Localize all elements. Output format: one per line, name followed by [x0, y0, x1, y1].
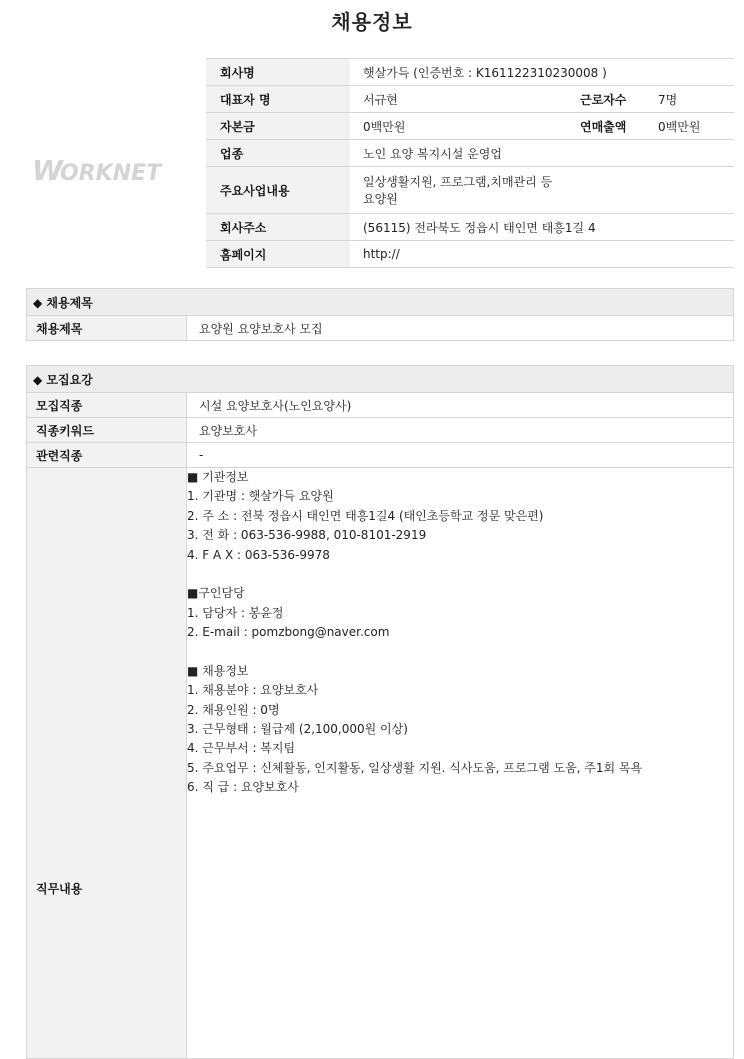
- recruit-title-label: 채용제목: [27, 316, 187, 341]
- worknet-logo: [30, 150, 182, 190]
- sales-label: 연매출액: [580, 113, 658, 140]
- recruit-summary-header: ◆ 모집요강: [27, 366, 734, 393]
- summary-label: 직종키워드: [27, 418, 187, 443]
- homepage-label: 홈페이지: [206, 241, 350, 268]
- company-row-ceo: [206, 86, 734, 113]
- company-row-name: [206, 59, 734, 86]
- company-name-label: 회사명: [206, 59, 350, 86]
- ceo-value: 서규현: [350, 86, 580, 113]
- recruit-title-value: 요양원 요양보호사 모집: [187, 316, 734, 341]
- capital-value: 0백만원: [350, 113, 580, 140]
- homepage-link[interactable]: http://: [350, 241, 734, 268]
- job-line: 1. 기관명 : 햇살가득 요양원: [187, 489, 334, 504]
- job-duties-label: 직무내용: [27, 468, 187, 1059]
- job-line: 1. 담당자 : 봉윤정: [187, 605, 284, 620]
- logo-text: ORKNET: [60, 161, 162, 186]
- job-line: 5. 주요업무 : 신체활동, 인지활동, 일상생활 지원. 식사도움, 프로그램 도움, 주1회 목욕: [187, 760, 643, 775]
- capital-label: 자본금: [206, 113, 350, 140]
- recruit-title-section: [26, 288, 734, 341]
- job-line: ■ 기관정보: [187, 470, 249, 484]
- job-line: 2. 주 소 : 전북 정읍시 태인면 태흥1길4 (태인초등학교 정문 맞은편): [187, 508, 544, 523]
- company-row-homepage: [206, 241, 734, 268]
- workers-label: 근로자수: [580, 86, 658, 113]
- business-line-2: 요양원: [363, 192, 398, 206]
- job-line: 4. 근무부서 : 복지팀: [187, 741, 296, 756]
- business-value: [350, 167, 734, 214]
- job-line: 3. 근무형태 : 월급제 (2,100,000원 이상): [187, 722, 408, 737]
- page-title: 채용정보: [331, 10, 413, 34]
- company-name-value: 햇살가득 (인증번호 : K161122310230008 ): [350, 59, 734, 86]
- job-line: ■구인담당: [187, 586, 245, 601]
- job-line-blank: [187, 643, 733, 662]
- job-line-blank: [187, 565, 733, 584]
- job-line: 4. F A X : 063-536-9978: [187, 547, 330, 562]
- workers-value: 7명: [658, 86, 734, 113]
- job-line: 6. 직 급 : 요양보호사: [187, 780, 299, 795]
- summary-value: 요양보호사: [187, 418, 734, 443]
- summary-row: [27, 418, 734, 443]
- summary-label: 관련직종: [27, 443, 187, 468]
- company-info-table: [206, 58, 734, 268]
- summary-row: [27, 443, 734, 468]
- summary-value: -: [187, 443, 734, 468]
- job-duties-row: [27, 468, 734, 1059]
- job-line: 2. 채용인원 : 0명: [187, 702, 280, 717]
- recruit-title-header: ◆ 채용제목: [27, 289, 734, 316]
- sales-value: 0백만원: [658, 113, 734, 140]
- business-label: 주요사업내용: [206, 167, 350, 214]
- industry-value: 노인 요양 복지시설 운영업: [350, 140, 734, 167]
- ceo-label: 대표자 명: [206, 86, 350, 113]
- company-row-industry: [206, 140, 734, 167]
- job-line-email: 2. E-mail : pomzbong@naver.com: [187, 625, 390, 640]
- address-value: (56115) 전라북도 정읍시 태인면 태흥1길 4: [350, 214, 734, 241]
- summary-value: 시설 요양보호사(노인요양사): [187, 393, 734, 418]
- svg-text:W: W: [32, 154, 62, 187]
- job-line: 1. 채용분야 : 요양보호사: [187, 683, 319, 698]
- summary-label: 모집직종: [27, 393, 187, 418]
- company-row-address: [206, 214, 734, 241]
- recruit-summary-section: [26, 365, 734, 1059]
- company-row-capital: [206, 113, 734, 140]
- address-label: 회사주소: [206, 214, 350, 241]
- job-duties-content: [187, 468, 734, 1059]
- company-row-business: [206, 167, 734, 214]
- job-line: ■ 채용정보: [187, 663, 249, 678]
- summary-row: [27, 393, 734, 418]
- job-line: 3. 전 화 : 063-536-9988, 010-8101-2919: [187, 528, 427, 543]
- industry-label: 업종: [206, 140, 350, 167]
- business-line-1: 일상생활지원, 프로그램,치매관리 등: [363, 175, 553, 189]
